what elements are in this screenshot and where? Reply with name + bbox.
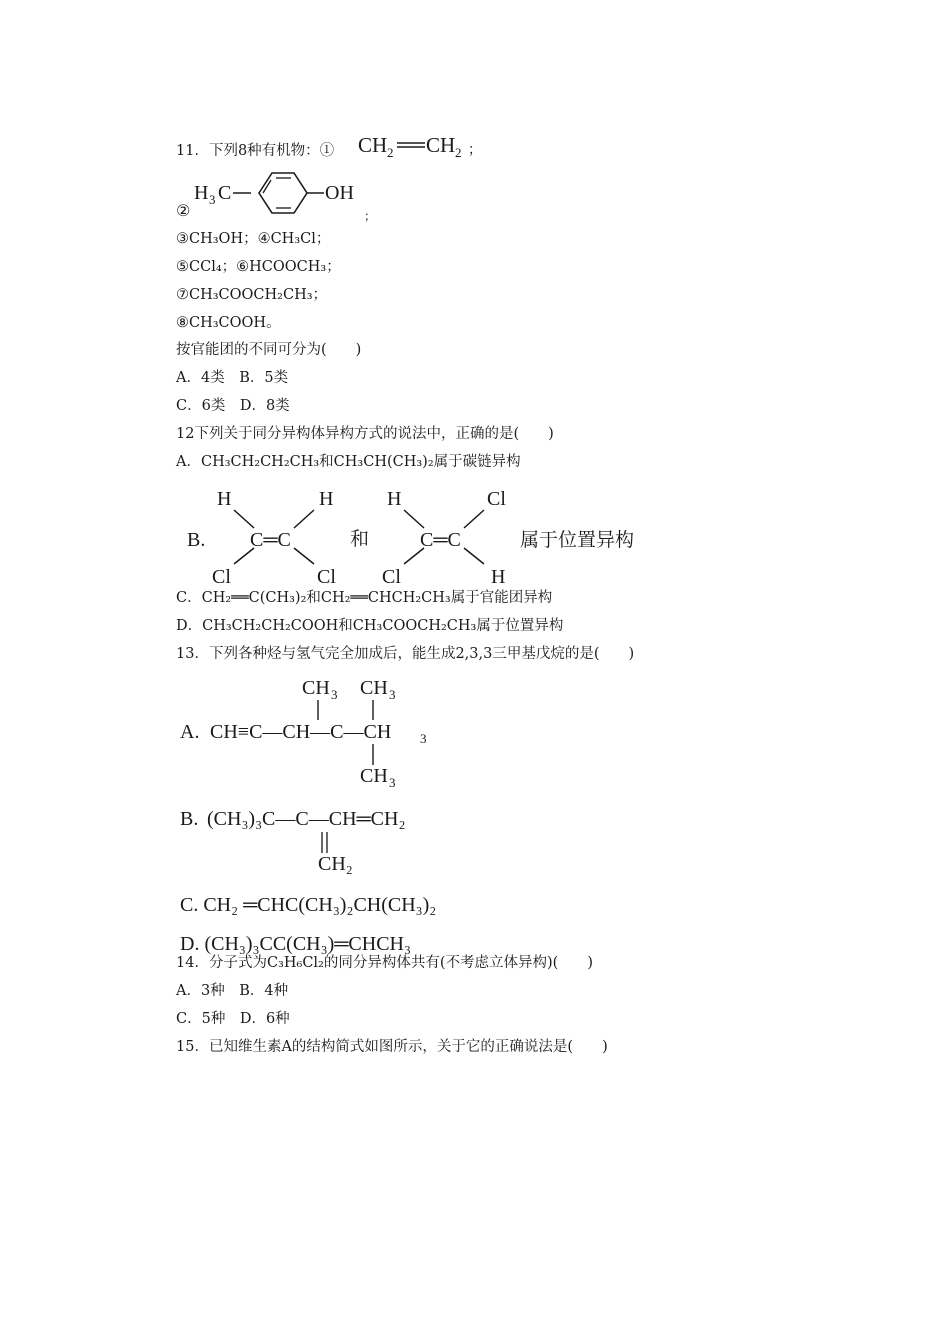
q14-options-cd: C．5种 D．6种 xyxy=(176,1011,290,1027)
cresol-methyl-sub: 3 xyxy=(209,192,216,207)
q14-options-ab: A．3种 B．4种 xyxy=(176,983,289,999)
q14-stem: 14．分子式为C₃H₆Cl₂的同分异构体共有(不考虑立体异构)( ) xyxy=(176,955,593,971)
q12b-label: B. xyxy=(187,529,206,551)
item2-label: ② xyxy=(176,201,191,220)
cresol-oh: OH xyxy=(325,182,354,204)
q15-stem: 15．已知维生素A的结构简式如图所示，关于它的正确说法是( ) xyxy=(176,1039,608,1055)
mol2-tl: H xyxy=(387,488,402,510)
p-cresol-structure xyxy=(176,166,386,224)
q11-options-ab: A．4类 B．5类 xyxy=(176,370,289,386)
q12b-suffix: 属于位置异构 xyxy=(520,529,635,551)
q13a-main: CH≡C—CH—C—CH xyxy=(210,721,392,743)
cresol-tail: ； xyxy=(364,209,377,223)
q11-item-8: ⑧CH₃COOH。 xyxy=(176,315,281,331)
q12b-and: 和 xyxy=(350,528,370,550)
q13a-bottom: CH xyxy=(360,765,388,787)
q12-option-c: C．CH₂══C(CH₃)₂和CH₂══CHCH₂CH₃属于官能团异构 xyxy=(176,590,553,606)
mol1-tl: H xyxy=(217,488,232,510)
q13-option-a-structure xyxy=(180,672,450,790)
q13a-top2: CH xyxy=(360,677,388,699)
cresol-methyl-h: H xyxy=(194,182,209,204)
q11-question: 按官能团的不同可分为( ) xyxy=(176,342,362,358)
q13b-label: B. xyxy=(180,808,199,830)
ethylene-left: CH xyxy=(358,133,388,157)
q11-stem-line xyxy=(176,141,334,161)
q13a-top2-sub: 3 xyxy=(389,687,396,702)
q13a-top1-sub: 3 xyxy=(331,687,338,702)
cresol-methyl-c: C xyxy=(218,182,232,204)
q13a-label: A. xyxy=(180,721,200,743)
ethylene-right-sub: 2 xyxy=(455,145,462,160)
q11-items-5-6: ⑤CCl₄；⑥HCOOCH₃； xyxy=(176,259,341,275)
q13-stem: 13．下列各种烃与氢气完全加成后，能生成2,3,3三甲基戊烷的是( ) xyxy=(176,646,635,662)
q12-stem: 12下列关于同分异构体异构方式的说法中，正确的是( ) xyxy=(176,426,554,442)
ethylene-left-sub: 2 xyxy=(387,145,394,160)
q13b-bottom: CH₂ xyxy=(318,853,353,875)
q11-item-7: ⑦CH₃COOCH₂CH₃； xyxy=(176,287,328,303)
q13b-main: (CH₃)₃C—C—CH═CH₂ xyxy=(207,808,406,830)
q11-stem: 11．下列8种有机物：① xyxy=(176,143,335,159)
ethylene-tail: ； xyxy=(468,142,482,158)
ethylene-right: CH xyxy=(426,133,456,157)
q11-options-cd: C．6类 D．8类 xyxy=(176,398,290,414)
mol1-tr: H xyxy=(319,488,334,510)
q12-option-d: D．CH₃CH₂CH₂COOH和CH₃COOCH₂CH₃属于位置异构 xyxy=(176,618,564,634)
q13a-top1: CH xyxy=(302,677,330,699)
q13d-text: D. (CH₃)₃CC(CH₃)═CHCH₃ xyxy=(180,933,411,955)
ethylene-formula xyxy=(356,130,486,160)
q13-option-b-structure xyxy=(180,798,470,878)
mol1-br: Cl xyxy=(317,566,336,588)
mol2-bl: Cl xyxy=(382,566,401,588)
q13a-bottom-sub: 3 xyxy=(389,775,396,790)
q12-option-a: A．CH₃CH₂CH₂CH₃和CH₃CH(CH₃)₂属于碳链异构 xyxy=(176,454,521,470)
q13a-main-sub: 3 xyxy=(420,731,427,746)
mol1-core: C═C xyxy=(250,529,291,551)
q12-option-b-structures xyxy=(182,484,662,588)
q13-option-c-formula xyxy=(180,886,520,918)
mol2-core: C═C xyxy=(420,529,461,551)
mol2-br: H xyxy=(491,566,506,588)
q13c-text: C. CH₂ ═CHC(CH₃)₂CH(CH₃)₂ xyxy=(180,894,437,916)
q11-items-3-4: ③CH₃OH；④CH₃Cl； xyxy=(176,231,331,247)
mol1-bl: Cl xyxy=(212,566,231,588)
mol2-tr: Cl xyxy=(487,488,506,510)
